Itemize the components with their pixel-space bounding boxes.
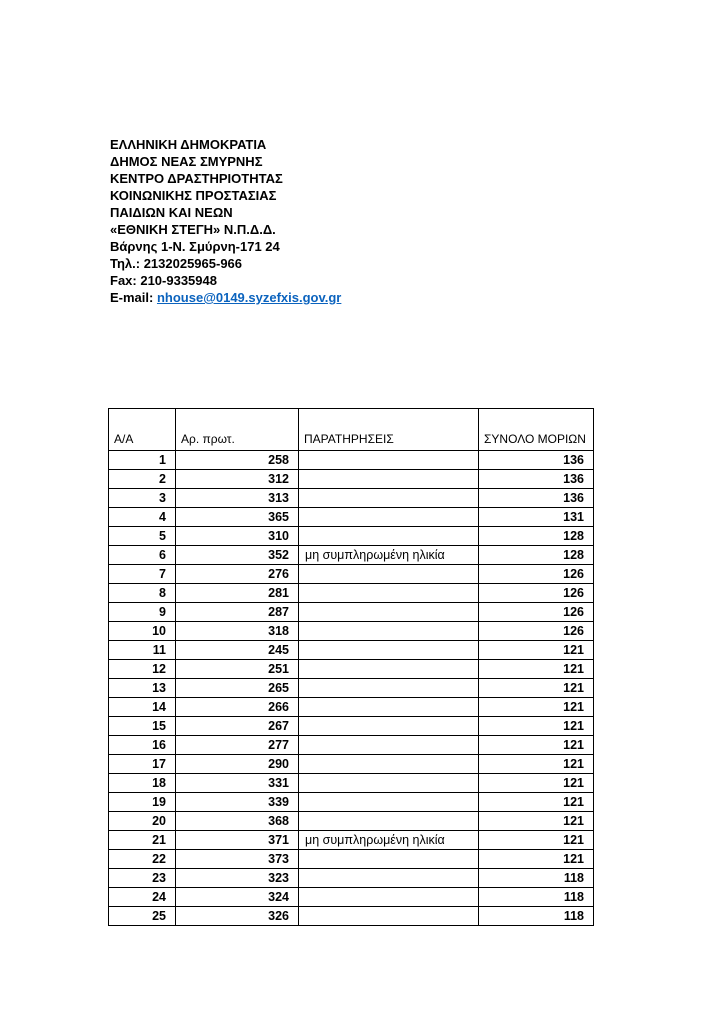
cell-points: 126 bbox=[479, 603, 594, 622]
cell-aa: 16 bbox=[109, 736, 176, 755]
cell-aa: 20 bbox=[109, 812, 176, 831]
cell-notes bbox=[299, 527, 479, 546]
cell-points: 121 bbox=[479, 812, 594, 831]
cell-protocol: 245 bbox=[176, 641, 299, 660]
cell-notes bbox=[299, 565, 479, 584]
cell-notes bbox=[299, 812, 479, 831]
table-row bbox=[109, 546, 594, 565]
cell-notes bbox=[299, 641, 479, 660]
org-line-5: ΠΑΙΔΙΩΝ ΚΑΙ ΝΕΩΝ bbox=[110, 205, 233, 220]
cell-notes bbox=[299, 622, 479, 641]
cell-notes bbox=[299, 755, 479, 774]
table-row bbox=[109, 641, 594, 660]
cell-points: 118 bbox=[479, 888, 594, 907]
table-row bbox=[109, 793, 594, 812]
table-row bbox=[109, 470, 594, 489]
cell-aa: 18 bbox=[109, 774, 176, 793]
col-header-notes: ΠΑΡΑΤΗΡΗΣΕΙΣ bbox=[299, 409, 479, 451]
cell-notes bbox=[299, 907, 479, 926]
cell-aa: 2 bbox=[109, 470, 176, 489]
cell-aa: 15 bbox=[109, 717, 176, 736]
letterhead bbox=[110, 136, 341, 306]
table-row bbox=[109, 584, 594, 603]
table-row bbox=[109, 603, 594, 622]
cell-points: 121 bbox=[479, 831, 594, 850]
cell-aa: 17 bbox=[109, 755, 176, 774]
cell-notes bbox=[299, 508, 479, 527]
table-row bbox=[109, 679, 594, 698]
cell-protocol: 277 bbox=[176, 736, 299, 755]
table-row bbox=[109, 622, 594, 641]
table-row bbox=[109, 698, 594, 717]
cell-points: 121 bbox=[479, 793, 594, 812]
cell-aa: 10 bbox=[109, 622, 176, 641]
cell-points: 121 bbox=[479, 679, 594, 698]
cell-aa: 11 bbox=[109, 641, 176, 660]
cell-aa: 25 bbox=[109, 907, 176, 926]
cell-aa: 22 bbox=[109, 850, 176, 869]
cell-aa: 6 bbox=[109, 546, 176, 565]
cell-aa: 5 bbox=[109, 527, 176, 546]
cell-aa: 14 bbox=[109, 698, 176, 717]
cell-aa: 23 bbox=[109, 869, 176, 888]
table-row bbox=[109, 736, 594, 755]
cell-aa: 19 bbox=[109, 793, 176, 812]
col-header-aa: Α/Α bbox=[109, 409, 176, 451]
cell-aa: 24 bbox=[109, 888, 176, 907]
cell-protocol: 266 bbox=[176, 698, 299, 717]
cell-notes bbox=[299, 451, 479, 470]
table-row bbox=[109, 755, 594, 774]
cell-points: 131 bbox=[479, 508, 594, 527]
cell-protocol: 326 bbox=[176, 907, 299, 926]
table-row bbox=[109, 774, 594, 793]
org-line-4: ΚΟΙΝΩΝΙΚΗΣ ΠΡΟΣΤΑΣΙΑΣ bbox=[110, 188, 277, 203]
org-line-2: ΔΗΜΟΣ ΝΕΑΣ ΣΜΥΡΝΗΣ bbox=[110, 154, 263, 169]
table-row bbox=[109, 869, 594, 888]
cell-points: 136 bbox=[479, 489, 594, 508]
cell-protocol: 258 bbox=[176, 451, 299, 470]
results-table bbox=[108, 408, 594, 926]
address-line: Βάρνης 1-Ν. Σμύρνη-171 24 bbox=[110, 239, 280, 254]
cell-aa: 3 bbox=[109, 489, 176, 508]
cell-protocol: 373 bbox=[176, 850, 299, 869]
cell-notes bbox=[299, 584, 479, 603]
cell-points: 128 bbox=[479, 527, 594, 546]
cell-protocol: 331 bbox=[176, 774, 299, 793]
cell-notes bbox=[299, 603, 479, 622]
cell-protocol: 318 bbox=[176, 622, 299, 641]
cell-aa: 4 bbox=[109, 508, 176, 527]
table-row bbox=[109, 660, 594, 679]
cell-points: 121 bbox=[479, 774, 594, 793]
cell-protocol: 313 bbox=[176, 489, 299, 508]
cell-points: 136 bbox=[479, 451, 594, 470]
table-row bbox=[109, 717, 594, 736]
cell-protocol: 287 bbox=[176, 603, 299, 622]
cell-notes bbox=[299, 470, 479, 489]
cell-protocol: 339 bbox=[176, 793, 299, 812]
cell-notes bbox=[299, 736, 479, 755]
cell-points: 121 bbox=[479, 717, 594, 736]
cell-notes bbox=[299, 774, 479, 793]
fax-line: Fax: 210-9335948 bbox=[110, 273, 217, 288]
table-row bbox=[109, 850, 594, 869]
cell-protocol: 365 bbox=[176, 508, 299, 527]
cell-notes bbox=[299, 489, 479, 508]
table-row bbox=[109, 451, 594, 470]
cell-aa: 13 bbox=[109, 679, 176, 698]
cell-notes bbox=[299, 679, 479, 698]
table-body bbox=[109, 451, 594, 926]
cell-notes bbox=[299, 850, 479, 869]
cell-notes bbox=[299, 888, 479, 907]
table-row bbox=[109, 888, 594, 907]
org-line-6: «ΕΘΝΙΚΗ ΣΤΕΓΗ» Ν.Π.Δ.Δ. bbox=[110, 222, 276, 237]
cell-protocol: 276 bbox=[176, 565, 299, 584]
cell-protocol: 310 bbox=[176, 527, 299, 546]
phone-line: Τηλ.: 2132025965-966 bbox=[110, 256, 243, 271]
cell-points: 121 bbox=[479, 755, 594, 774]
cell-points: 128 bbox=[479, 546, 594, 565]
cell-aa: 12 bbox=[109, 660, 176, 679]
cell-points: 126 bbox=[479, 565, 594, 584]
cell-points: 121 bbox=[479, 736, 594, 755]
cell-points: 126 bbox=[479, 622, 594, 641]
cell-notes bbox=[299, 698, 479, 717]
cell-protocol: 371 bbox=[176, 831, 299, 850]
table-row bbox=[109, 565, 594, 584]
cell-protocol: 281 bbox=[176, 584, 299, 603]
org-line-3: ΚΕΝΤΡΟ ΔΡΑΣΤΗΡΙΟΤΗΤΑΣ bbox=[110, 171, 283, 186]
table-row bbox=[109, 527, 594, 546]
cell-aa: 8 bbox=[109, 584, 176, 603]
cell-points: 118 bbox=[479, 869, 594, 888]
cell-protocol: 290 bbox=[176, 755, 299, 774]
cell-points: 121 bbox=[479, 641, 594, 660]
email-link[interactable]: nhouse@0149.syzefxis.gov.gr bbox=[156, 290, 342, 305]
email-line bbox=[110, 289, 341, 306]
cell-protocol: 267 bbox=[176, 717, 299, 736]
cell-notes: μη συμπληρωμένη ηλικία bbox=[299, 831, 479, 850]
cell-points: 118 bbox=[479, 907, 594, 926]
email-label: E-mail: bbox=[110, 290, 157, 305]
table-header-row bbox=[109, 409, 594, 451]
cell-aa: 7 bbox=[109, 565, 176, 584]
cell-protocol: 324 bbox=[176, 888, 299, 907]
cell-protocol: 265 bbox=[176, 679, 299, 698]
cell-protocol: 312 bbox=[176, 470, 299, 489]
cell-points: 121 bbox=[479, 698, 594, 717]
table-row bbox=[109, 831, 594, 850]
cell-notes bbox=[299, 793, 479, 812]
cell-notes bbox=[299, 869, 479, 888]
cell-protocol: 352 bbox=[176, 546, 299, 565]
cell-points: 136 bbox=[479, 470, 594, 489]
cell-protocol: 323 bbox=[176, 869, 299, 888]
cell-points: 126 bbox=[479, 584, 594, 603]
cell-points: 121 bbox=[479, 850, 594, 869]
table-row bbox=[109, 508, 594, 527]
cell-aa: 21 bbox=[109, 831, 176, 850]
cell-protocol: 368 bbox=[176, 812, 299, 831]
col-header-protocol: Αρ. πρωτ. bbox=[176, 409, 299, 451]
cell-notes bbox=[299, 717, 479, 736]
cell-aa: 9 bbox=[109, 603, 176, 622]
org-line-1: ΕΛΛΗΝΙΚΗ ΔΗΜΟΚΡΑΤΙΑ bbox=[110, 137, 267, 152]
cell-points: 121 bbox=[479, 660, 594, 679]
table-row bbox=[109, 489, 594, 508]
cell-protocol: 251 bbox=[176, 660, 299, 679]
cell-aa: 1 bbox=[109, 451, 176, 470]
table-row bbox=[109, 907, 594, 926]
table-row bbox=[109, 812, 594, 831]
cell-notes: μη συμπληρωμένη ηλικία bbox=[299, 546, 479, 565]
cell-notes bbox=[299, 660, 479, 679]
col-header-points: ΣΥΝΟΛΟ ΜΟΡΙΩΝ bbox=[479, 409, 594, 451]
